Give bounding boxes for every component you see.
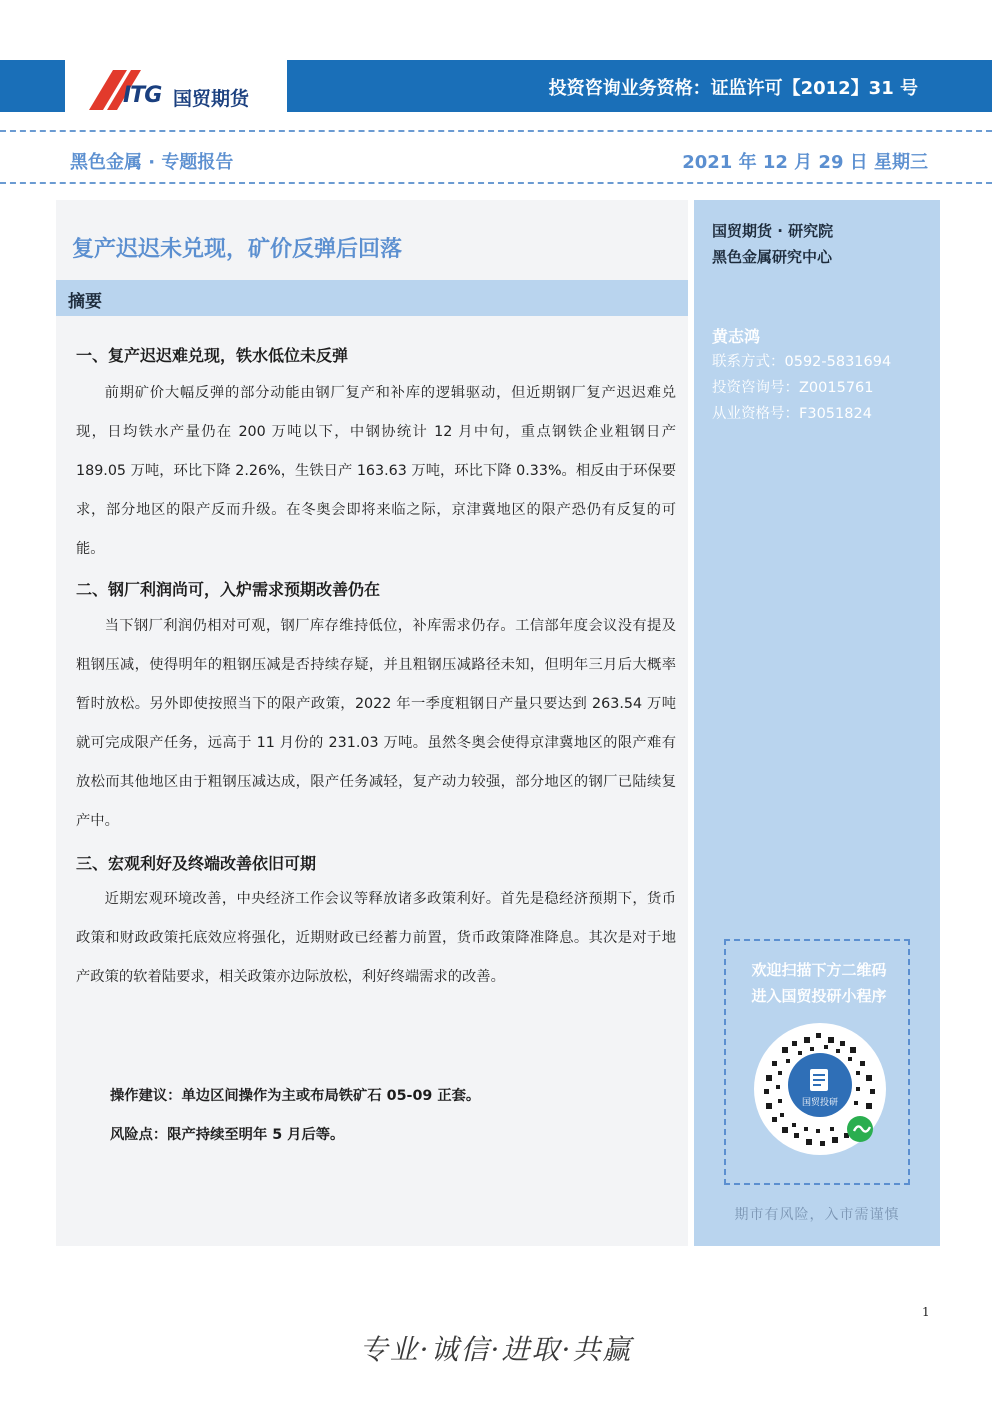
section-body-2: 当下钢厂利润仍相对可观，钢厂库存维持低位，补库需求仍存。工信部年度会议没有提及粗钢压减，使得明年的粗钢压减是否持续存疑，并且粗钢压减路径未知，但明年三月后大概率暂时放松。另外即使按照当下的限产政策，2022 年一季度粗钢日产量只要达到 263.54 万吨就可完成限产任务，远高于 11 月份的 231.03 万吨。虽然冬奥会使得京津冀地区的限产难有放松而其他地区由于粗钢压减达成，限产任务减轻，复产动力较强，部分地区的钢厂已陆续复产中。 (76, 618, 676, 829)
abstract-bar (56, 280, 688, 316)
risk-points: 风险点：限产持续至明年 5 月后等。 (110, 1127, 345, 1143)
section-heading-1: 一、复产迟迟难兑现，铁水低位未反弹 (76, 346, 349, 365)
divider-top (0, 130, 992, 132)
qr-center-label: 国贸投研 (801, 1098, 839, 1108)
company-motto: 专业·诚信·进取·共赢 (359, 1333, 633, 1366)
org-line-2: 黑色金属研究中心 (712, 248, 833, 266)
report-date: 2021 年 12 月 29 日 星期三 (682, 152, 928, 173)
section-heading-3: 三、宏观利好及终端改善依旧可期 (76, 854, 317, 873)
analyst-consult-no: 投资咨询号：Z0015761 (712, 380, 874, 396)
report-category: 黑色金属 · 专题报告 (70, 152, 234, 173)
section-heading-2: 二、钢厂利润尚可，入炉需求预期改善仍在 (76, 580, 381, 599)
qr-text-line-2: 进入国贸投研小程序 (751, 987, 887, 1005)
logo-letters: ITG (123, 83, 162, 108)
report-title: 复产迟迟未兑现，矿价反弹后回落 (72, 237, 403, 262)
qr-text-line-1: 欢迎扫描下方二维码 (751, 961, 887, 979)
analyst-name: 黄志鸿 (712, 327, 761, 346)
analyst-qualification-no: 从业资格号：F3051824 (712, 406, 872, 422)
section-body-1: 前期矿价大幅反弹的部分动能由钢厂复产和补库的逻辑驱动，但近期钢厂复产迟迟难兑现，日均铁水产量仍在 200 万吨以下，中钢协统计 12 月中旬，重点钢铁企业粗钢日产 189.05 万吨，环比下降 2.26%，生铁日产 163.63 万吨，环比下降 0.33%。相反由于环保要求，部分地区的限产反而升级。在冬奥会即将来临之际，京津冀地区的限产恐仍有反复的可能。 (76, 385, 676, 557)
operation-suggestion: 操作建议：单边区间操作为主或布局铁矿石 05-09 正套。 (110, 1088, 481, 1104)
company-logo (65, 56, 287, 116)
org-line-1: 国贸期货 · 研究院 (712, 222, 834, 240)
analyst-contact: 联系方式：0592-5831694 (712, 354, 892, 370)
section-body-3: 近期宏观环境改善，中央经济工作会议等释放诸多政策利好。首先是稳经济预期下，货币政策和财政政策托底效应将强化，近期财政已经蓄力前置，货币政策降准降息。其次是对于地产政策的软着陆要求，相关政策亦边际放松，利好终端需求的改善。 (76, 891, 676, 985)
divider-bottom (0, 182, 992, 184)
qr-promo-box (724, 939, 910, 1185)
page-number: 1 (922, 1305, 930, 1319)
mini-program-qr-code[interactable] (752, 1021, 888, 1157)
logo-name: 国贸期货 (173, 88, 250, 110)
abstract-label: 摘要 (68, 292, 102, 312)
risk-warning: 期市有风险，入市需谨慎 (734, 1207, 900, 1223)
license-text: 投资咨询业务资格：证监许可【2012】31 号 (548, 78, 918, 99)
